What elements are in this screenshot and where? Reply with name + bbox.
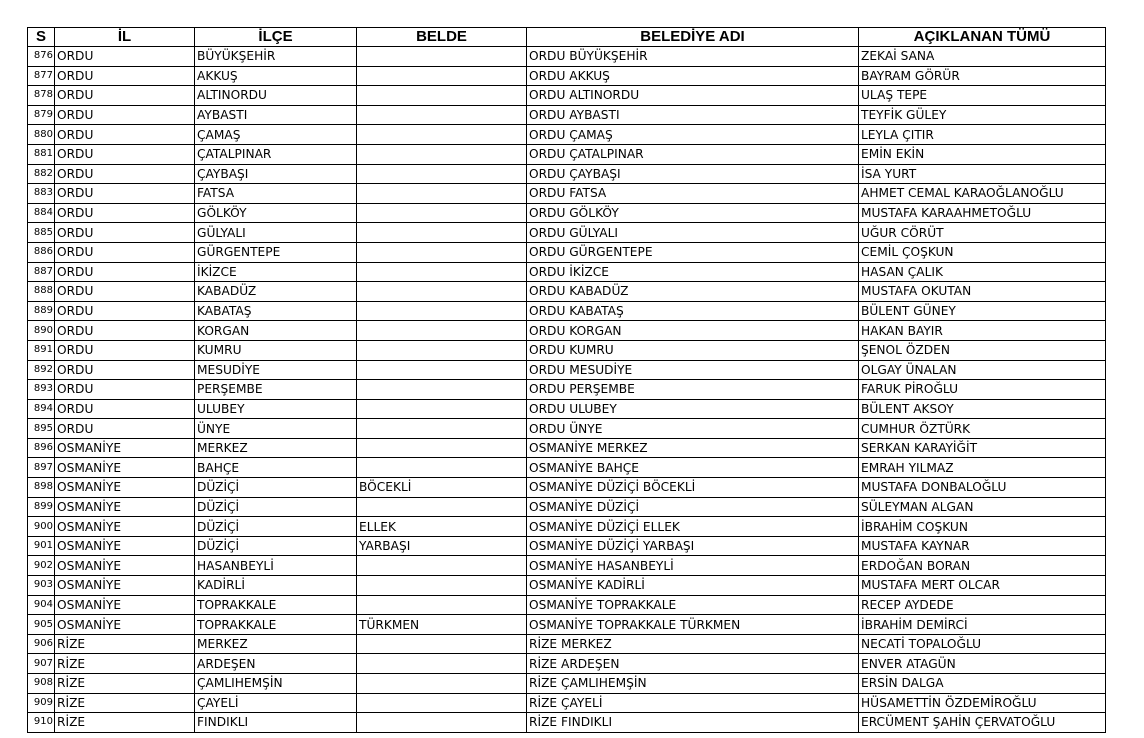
row-number-cell: 902	[28, 556, 55, 576]
belediye-adi-cell: ORDU ÜNYE	[527, 419, 859, 439]
aciklanan-cell: ERCÜMENT ŞAHİN ÇERVATOĞLU	[859, 713, 1106, 733]
belediye-adi-cell: ORDU GÜLYALI	[527, 223, 859, 243]
aciklanan-cell: HASAN ÇALIK	[859, 262, 1106, 282]
table-row	[28, 497, 1106, 517]
aciklanan-cell: HÜSAMETTİN ÖZDEMİROĞLU	[859, 693, 1106, 713]
belediye-adi-cell: OSMANİYE DÜZİÇİ YARBAŞI	[527, 536, 859, 556]
ilce-cell: MERKEZ	[195, 438, 357, 458]
ilce-cell: ARDEŞEN	[195, 654, 357, 674]
aciklanan-cell: İSA YURT	[859, 164, 1106, 184]
belde-cell	[357, 360, 527, 380]
aciklanan-cell: MUSTAFA OKUTAN	[859, 282, 1106, 302]
belde-cell	[357, 654, 527, 674]
table-row	[28, 674, 1106, 694]
table-row	[28, 144, 1106, 164]
table-row	[28, 125, 1106, 145]
ilce-cell: ÜNYE	[195, 419, 357, 439]
belde-cell	[357, 399, 527, 419]
il-cell: OSMANİYE	[55, 576, 195, 596]
ilce-cell: TOPRAKKALE	[195, 595, 357, 615]
il-cell: ORDU	[55, 380, 195, 400]
aciklanan-cell: İBRAHİM DEMİRCİ	[859, 615, 1106, 635]
aciklanan-cell: SERKAN KARAYİĞİT	[859, 438, 1106, 458]
il-cell: ORDU	[55, 242, 195, 262]
il-cell: ORDU	[55, 321, 195, 341]
ilce-cell: ÇAMLIHEMŞİN	[195, 674, 357, 694]
ilce-cell: İKİZCE	[195, 262, 357, 282]
header-ilce: İLÇE	[195, 28, 357, 47]
aciklanan-cell: UĞUR CÖRÜT	[859, 223, 1106, 243]
belde-cell	[357, 164, 527, 184]
aciklanan-cell: CEMİL ÇOŞKUN	[859, 242, 1106, 262]
row-number-cell: 894	[28, 399, 55, 419]
belde-cell	[357, 66, 527, 86]
il-cell: ORDU	[55, 105, 195, 125]
row-number-cell: 880	[28, 125, 55, 145]
table-row	[28, 634, 1106, 654]
aciklanan-cell: ŞENOL ÖZDEN	[859, 340, 1106, 360]
il-cell: ORDU	[55, 184, 195, 204]
table-row	[28, 399, 1106, 419]
belde-cell	[357, 86, 527, 106]
header-belediye-adi: BELEDİYE ADI	[527, 28, 859, 47]
header-aciklanan: AÇIKLANAN TÜMÜ	[859, 28, 1106, 47]
row-number-cell: 876	[28, 47, 55, 67]
ilce-cell: ALTINORDU	[195, 86, 357, 106]
belediye-adi-cell: ORDU ÇAYBAŞI	[527, 164, 859, 184]
belediye-adi-cell: ORDU ULUBEY	[527, 399, 859, 419]
il-cell: OSMANİYE	[55, 595, 195, 615]
header-row	[28, 28, 1106, 47]
row-number-cell: 890	[28, 321, 55, 341]
belde-cell	[357, 497, 527, 517]
row-number-cell: 896	[28, 438, 55, 458]
row-number-cell: 879	[28, 105, 55, 125]
ilce-cell: BAHÇE	[195, 458, 357, 478]
table-row	[28, 203, 1106, 223]
belde-cell	[357, 576, 527, 596]
aciklanan-cell: ULAŞ TEPE	[859, 86, 1106, 106]
row-number-cell: 889	[28, 301, 55, 321]
row-number-cell: 899	[28, 497, 55, 517]
ilce-cell: DÜZİÇİ	[195, 536, 357, 556]
aciklanan-cell: RECEP AYDEDE	[859, 595, 1106, 615]
aciklanan-cell: MUSTAFA KARAAHMETOĞLU	[859, 203, 1106, 223]
il-cell: OSMANİYE	[55, 458, 195, 478]
table-row	[28, 105, 1106, 125]
row-number-cell: 900	[28, 517, 55, 537]
ilce-cell: KORGAN	[195, 321, 357, 341]
belediye-adi-cell: ORDU KUMRU	[527, 340, 859, 360]
belde-cell	[357, 419, 527, 439]
row-number-cell: 885	[28, 223, 55, 243]
aciklanan-cell: BAYRAM GÖRÜR	[859, 66, 1106, 86]
table-row	[28, 360, 1106, 380]
aciklanan-cell: CUMHUR ÖZTÜRK	[859, 419, 1106, 439]
row-number-cell: 901	[28, 536, 55, 556]
row-number-cell: 897	[28, 458, 55, 478]
belde-cell	[357, 242, 527, 262]
row-number-cell: 910	[28, 713, 55, 733]
belde-cell	[357, 458, 527, 478]
il-cell: ORDU	[55, 419, 195, 439]
belde-cell: YARBAŞI	[357, 536, 527, 556]
row-number-cell: 906	[28, 634, 55, 654]
aciklanan-cell: OLGAY ÜNALAN	[859, 360, 1106, 380]
belde-cell	[357, 184, 527, 204]
il-cell: ORDU	[55, 164, 195, 184]
row-number-cell: 883	[28, 184, 55, 204]
il-cell: OSMANİYE	[55, 517, 195, 537]
belde-cell	[357, 223, 527, 243]
row-number-cell: 882	[28, 164, 55, 184]
belde-cell	[357, 203, 527, 223]
il-cell: RİZE	[55, 654, 195, 674]
belde-cell	[357, 380, 527, 400]
table-row	[28, 86, 1106, 106]
belediye-adi-cell: RİZE ÇAMLIHEMŞİN	[527, 674, 859, 694]
belediye-adi-cell: ORDU AKKUŞ	[527, 66, 859, 86]
ilce-cell: AYBASTI	[195, 105, 357, 125]
il-cell: RİZE	[55, 634, 195, 654]
belde-cell	[357, 340, 527, 360]
belde-cell	[357, 144, 527, 164]
row-number-cell: 884	[28, 203, 55, 223]
table-row	[28, 556, 1106, 576]
belediye-adi-cell: OSMANİYE KADİRLİ	[527, 576, 859, 596]
ilce-cell: KABATAŞ	[195, 301, 357, 321]
belediye-adi-cell: RİZE FINDIKLI	[527, 713, 859, 733]
il-cell: ORDU	[55, 66, 195, 86]
il-cell: ORDU	[55, 360, 195, 380]
belde-cell	[357, 105, 527, 125]
table-row	[28, 713, 1106, 733]
belde-cell	[357, 634, 527, 654]
belde-cell	[357, 282, 527, 302]
belediye-adi-cell: ORDU KABADÜZ	[527, 282, 859, 302]
row-number-cell: 887	[28, 262, 55, 282]
belde-cell	[357, 713, 527, 733]
aciklanan-cell: EMRAH YILMAZ	[859, 458, 1106, 478]
belediye-adi-cell: ORDU KABATAŞ	[527, 301, 859, 321]
il-cell: ORDU	[55, 203, 195, 223]
row-number-cell: 893	[28, 380, 55, 400]
row-number-cell: 888	[28, 282, 55, 302]
ilce-cell: GÜRGENTEPE	[195, 242, 357, 262]
belediye-adi-cell: ORDU PERŞEMBE	[527, 380, 859, 400]
table-row	[28, 321, 1106, 341]
il-cell: OSMANİYE	[55, 478, 195, 498]
belediye-adi-cell: OSMANİYE DÜZİÇİ	[527, 497, 859, 517]
belde-cell: BÖCEKLİ	[357, 478, 527, 498]
aciklanan-cell: HAKAN BAYIR	[859, 321, 1106, 341]
row-number-cell: 905	[28, 615, 55, 635]
ilce-cell: FINDIKLI	[195, 713, 357, 733]
aciklanan-cell: MUSTAFA KAYNAR	[859, 536, 1106, 556]
belediye-adi-cell: RİZE MERKEZ	[527, 634, 859, 654]
row-number-cell: 891	[28, 340, 55, 360]
row-number-cell: 881	[28, 144, 55, 164]
row-number-cell: 904	[28, 595, 55, 615]
row-number-cell: 907	[28, 654, 55, 674]
aciklanan-cell: NECATİ TOPALOĞLU	[859, 634, 1106, 654]
aciklanan-cell: MUSTAFA MERT OLCAR	[859, 576, 1106, 596]
aciklanan-cell: EMİN EKİN	[859, 144, 1106, 164]
belediye-adi-cell: RİZE ARDEŞEN	[527, 654, 859, 674]
ilce-cell: MESUDİYE	[195, 360, 357, 380]
il-cell: ORDU	[55, 144, 195, 164]
il-cell: ORDU	[55, 399, 195, 419]
aciklanan-cell: FARUK PİROĞLU	[859, 380, 1106, 400]
il-cell: OSMANİYE	[55, 497, 195, 517]
ilce-cell: KADİRLİ	[195, 576, 357, 596]
aciklanan-cell: İBRAHİM COŞKUN	[859, 517, 1106, 537]
table-row	[28, 223, 1106, 243]
belediye-adi-cell: ORDU ÇAMAŞ	[527, 125, 859, 145]
belediye-adi-cell: OSMANİYE DÜZİÇİ BÖCEKLİ	[527, 478, 859, 498]
table-row	[28, 517, 1106, 537]
belediye-adi-cell: ORDU İKİZCE	[527, 262, 859, 282]
row-number-cell: 908	[28, 674, 55, 694]
row-number-cell: 892	[28, 360, 55, 380]
row-number-cell: 878	[28, 86, 55, 106]
aciklanan-cell: MUSTAFA DONBALOĞLU	[859, 478, 1106, 498]
ilce-cell: KUMRU	[195, 340, 357, 360]
aciklanan-cell: AHMET CEMAL KARAOĞLANOĞLU	[859, 184, 1106, 204]
ilce-cell: ÇAMAŞ	[195, 125, 357, 145]
belediye-adi-cell: ORDU GÜRGENTEPE	[527, 242, 859, 262]
row-number-cell: 903	[28, 576, 55, 596]
belde-cell	[357, 674, 527, 694]
ilce-cell: FATSA	[195, 184, 357, 204]
ilce-cell: AKKUŞ	[195, 66, 357, 86]
belediye-adi-cell: OSMANİYE TOPRAKKALE	[527, 595, 859, 615]
row-number-cell: 886	[28, 242, 55, 262]
ilce-cell: DÜZİÇİ	[195, 478, 357, 498]
belde-cell	[357, 693, 527, 713]
ilce-cell: PERŞEMBE	[195, 380, 357, 400]
il-cell: OSMANİYE	[55, 615, 195, 635]
belediye-adi-cell: ORDU KORGAN	[527, 321, 859, 341]
municipality-table	[27, 27, 1106, 733]
belediye-adi-cell: ORDU BÜYÜKŞEHİR	[527, 47, 859, 67]
ilce-cell: ÇAYBAŞI	[195, 164, 357, 184]
belde-cell	[357, 556, 527, 576]
table-row	[28, 47, 1106, 67]
belediye-adi-cell: ORDU ÇATALPINAR	[527, 144, 859, 164]
il-cell: ORDU	[55, 340, 195, 360]
belediye-adi-cell: ORDU FATSA	[527, 184, 859, 204]
ilce-cell: MERKEZ	[195, 634, 357, 654]
table-row	[28, 693, 1106, 713]
row-number-cell: 895	[28, 419, 55, 439]
aciklanan-cell: ERSİN DALGA	[859, 674, 1106, 694]
belde-cell	[357, 262, 527, 282]
table-row	[28, 262, 1106, 282]
belde-cell: TÜRKMEN	[357, 615, 527, 635]
il-cell: ORDU	[55, 301, 195, 321]
ilce-cell: GÜLYALI	[195, 223, 357, 243]
belediye-adi-cell: OSMANİYE BAHÇE	[527, 458, 859, 478]
belde-cell	[357, 595, 527, 615]
belde-cell	[357, 301, 527, 321]
il-cell: ORDU	[55, 125, 195, 145]
ilce-cell: DÜZİÇİ	[195, 497, 357, 517]
table-row	[28, 184, 1106, 204]
table-row	[28, 654, 1106, 674]
belediye-adi-cell: ORDU AYBASTI	[527, 105, 859, 125]
table-row	[28, 164, 1106, 184]
ilce-cell: ÇATALPINAR	[195, 144, 357, 164]
il-cell: OSMANİYE	[55, 556, 195, 576]
belde-cell	[357, 438, 527, 458]
row-number-cell: 909	[28, 693, 55, 713]
belediye-adi-cell: OSMANİYE DÜZİÇİ ELLEK	[527, 517, 859, 537]
table-row	[28, 536, 1106, 556]
table-row	[28, 595, 1106, 615]
ilce-cell: ÇAYELİ	[195, 693, 357, 713]
row-number-cell: 898	[28, 478, 55, 498]
aciklanan-cell: TEYFİK GÜLEY	[859, 105, 1106, 125]
il-cell: OSMANİYE	[55, 438, 195, 458]
ilce-cell: BÜYÜKŞEHİR	[195, 47, 357, 67]
il-cell: RİZE	[55, 674, 195, 694]
header-il: İL	[55, 28, 195, 47]
header-belde: BELDE	[357, 28, 527, 47]
belde-cell: ELLEK	[357, 517, 527, 537]
ilce-cell: GÖLKÖY	[195, 203, 357, 223]
ilce-cell: KABADÜZ	[195, 282, 357, 302]
belediye-adi-cell: OSMANİYE TOPRAKKALE TÜRKMEN	[527, 615, 859, 635]
il-cell: ORDU	[55, 223, 195, 243]
ilce-cell: HASANBEYLİ	[195, 556, 357, 576]
il-cell: ORDU	[55, 282, 195, 302]
table-row	[28, 282, 1106, 302]
aciklanan-cell: BÜLENT AKSOY	[859, 399, 1106, 419]
table-row	[28, 301, 1106, 321]
ilce-cell: DÜZİÇİ	[195, 517, 357, 537]
table-row	[28, 478, 1106, 498]
aciklanan-cell: BÜLENT GÜNEY	[859, 301, 1106, 321]
aciklanan-cell: ZEKAİ SANA	[859, 47, 1106, 67]
table-row	[28, 458, 1106, 478]
ilce-cell: ULUBEY	[195, 399, 357, 419]
belediye-adi-cell: ORDU MESUDİYE	[527, 360, 859, 380]
belde-cell	[357, 47, 527, 67]
il-cell: RİZE	[55, 693, 195, 713]
belediye-adi-cell: OSMANİYE MERKEZ	[527, 438, 859, 458]
belde-cell	[357, 125, 527, 145]
table-row	[28, 419, 1106, 439]
belde-cell	[357, 321, 527, 341]
table-body	[28, 47, 1106, 733]
table-row	[28, 380, 1106, 400]
il-cell: OSMANİYE	[55, 536, 195, 556]
aciklanan-cell: SÜLEYMAN ALGAN	[859, 497, 1106, 517]
table-row	[28, 438, 1106, 458]
aciklanan-cell: ERDOĞAN BORAN	[859, 556, 1106, 576]
aciklanan-cell: ENVER ATAGÜN	[859, 654, 1106, 674]
il-cell: RİZE	[55, 713, 195, 733]
table-row	[28, 615, 1106, 635]
aciklanan-cell: LEYLA ÇITIR	[859, 125, 1106, 145]
table-row	[28, 242, 1106, 262]
il-cell: ORDU	[55, 262, 195, 282]
belediye-adi-cell: ORDU ALTINORDU	[527, 86, 859, 106]
il-cell: ORDU	[55, 86, 195, 106]
belediye-adi-cell: RİZE ÇAYELİ	[527, 693, 859, 713]
table-row	[28, 66, 1106, 86]
table-row	[28, 340, 1106, 360]
table-row	[28, 576, 1106, 596]
ilce-cell: TOPRAKKALE	[195, 615, 357, 635]
row-number-cell: 877	[28, 66, 55, 86]
belediye-adi-cell: OSMANİYE HASANBEYLİ	[527, 556, 859, 576]
belediye-adi-cell: ORDU GÖLKÖY	[527, 203, 859, 223]
header-s: S	[28, 28, 55, 47]
il-cell: ORDU	[55, 47, 195, 67]
